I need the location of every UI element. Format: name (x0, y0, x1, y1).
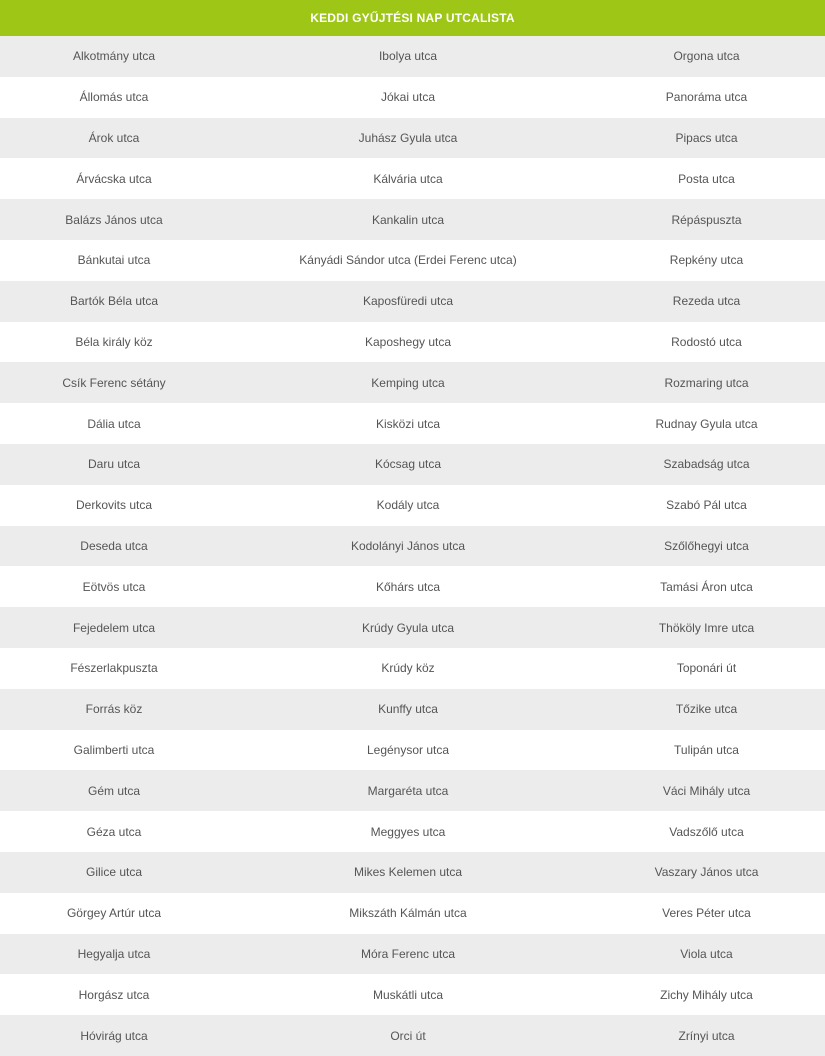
table-row (0, 934, 825, 975)
table-row (0, 566, 825, 607)
street-name-cell: Rodostó utca (671, 334, 742, 349)
street-name-cell: Mikes Kelemen utca (353, 865, 463, 880)
table-row (0, 811, 825, 852)
street-name-cell: Zichy Mihály utca (660, 987, 753, 1002)
street-name-cell: Tőzike utca (675, 702, 738, 717)
street-name-cell: Krúdy Gyula utca (361, 620, 455, 635)
street-name-cell: Muskátli utca (372, 987, 444, 1002)
table-row (0, 974, 825, 1015)
street-name-cell: Thököly Imre utca (658, 620, 755, 635)
street-name-cell: Jókai utca (380, 90, 436, 105)
table-row (0, 118, 825, 159)
table-row (0, 199, 825, 240)
street-name-cell: Balázs János utca (65, 212, 163, 227)
table-row (0, 485, 825, 526)
table-row (0, 240, 825, 281)
street-name-cell: Vaszary János utca (654, 865, 759, 880)
street-name-cell: Kaposhegy utca (364, 334, 452, 349)
street-name-cell: Bartók Béla utca (69, 294, 159, 309)
street-name-cell: Panoráma utca (665, 90, 748, 105)
street-name-cell: Viola utca (680, 946, 733, 961)
street-name-cell: Krúdy köz (381, 661, 435, 676)
street-name-cell: Szőlőhegyi utca (664, 538, 749, 553)
street-name-cell: Orgona utca (673, 49, 740, 64)
table-row (0, 730, 825, 771)
street-name-cell: Állomás utca (79, 90, 149, 105)
street-name-cell: Margaréta utca (367, 783, 449, 798)
street-name-cell: Vadszőlő utca (669, 824, 744, 839)
street-name-cell: Répáspuszta (671, 212, 742, 227)
street-name-cell: Kaposfüredi utca (362, 294, 454, 309)
street-name-cell: Fészerlakpuszta (70, 661, 158, 676)
street-name-cell: Hóvirág utca (80, 1028, 148, 1043)
street-name-cell: Fejedelem utca (72, 620, 156, 635)
table-row (0, 36, 825, 77)
street-name-cell: Kankalin utca (371, 212, 445, 227)
street-name-cell: Daru utca (87, 457, 141, 472)
street-name-cell: Kunffy utca (378, 702, 438, 717)
table-row (0, 852, 825, 893)
table-title: KEDDI GYŰJTÉSI NAP UTCALISTA (310, 11, 515, 25)
table-body (0, 36, 825, 1056)
street-name-cell: Hegyalja utca (77, 946, 151, 961)
street-name-cell: Kisközi utca (375, 416, 441, 431)
table-row (0, 403, 825, 444)
table-row (0, 607, 825, 648)
street-name-cell: Repkény utca (669, 253, 744, 268)
table-row (0, 281, 825, 322)
street-name-cell: Kálvária utca (373, 171, 443, 186)
street-name-cell: Forrás köz (85, 702, 143, 717)
street-name-cell: Kányádi Sándor utca (Erdei Ferenc utca) (299, 253, 517, 268)
street-name-cell: Görgey Artúr utca (66, 906, 162, 921)
street-name-cell: Tulipán utca (674, 742, 739, 757)
street-name-cell: Árok utca (88, 130, 140, 145)
table-row (0, 322, 825, 363)
table-row (0, 444, 825, 485)
street-name-cell: Orci út (390, 1028, 426, 1043)
street-name-cell: Rudnay Gyula utca (655, 416, 758, 431)
street-name-cell: Árvácska utca (76, 171, 152, 186)
street-name-cell: Ibolya utca (378, 49, 438, 64)
street-name-cell: Eötvös utca (82, 579, 146, 594)
street-name-cell: Pipacs utca (675, 130, 738, 145)
street-name-cell: Gilice utca (85, 865, 143, 880)
street-name-cell: Gém utca (87, 783, 141, 798)
table-row (0, 526, 825, 567)
street-name-cell: Juhász Gyula utca (358, 130, 458, 145)
street-name-cell: Alkotmány utca (72, 49, 156, 64)
table-row (0, 893, 825, 934)
street-name-cell: Béla király köz (75, 334, 153, 349)
street-name-cell: Veres Péter utca (662, 906, 751, 921)
street-name-cell: Derkovits utca (75, 498, 153, 513)
table-row (0, 689, 825, 730)
street-name-cell: Mikszáth Kálmán utca (349, 906, 467, 921)
table-row (0, 770, 825, 811)
street-name-cell: Kodolányi János utca (350, 538, 466, 553)
street-name-cell: Szabadság utca (663, 457, 750, 472)
street-name-cell: Meggyes utca (370, 824, 446, 839)
table-row (0, 362, 825, 403)
street-name-cell: Bánkutai utca (77, 253, 151, 268)
street-name-cell: Kemping utca (371, 375, 445, 390)
table-row (0, 1015, 825, 1056)
table-header (0, 0, 825, 36)
street-name-cell: Váci Mihály utca (662, 783, 751, 798)
street-name-cell: Horgász utca (78, 987, 150, 1002)
street-name-cell: Galimberti utca (73, 742, 155, 757)
street-name-cell: Dália utca (87, 416, 141, 431)
street-name-cell: Posta utca (678, 171, 735, 186)
street-name-cell: Legénysor utca (366, 742, 450, 757)
street-name-cell: Géza utca (86, 824, 142, 839)
street-name-cell: Kócsag utca (374, 457, 442, 472)
street-name-cell: Rezeda utca (672, 294, 741, 309)
table-row (0, 77, 825, 118)
street-name-cell: Kodály utca (376, 498, 440, 513)
street-name-cell: Toponári út (676, 661, 737, 676)
street-name-cell: Móra Ferenc utca (360, 946, 456, 961)
street-name-cell: Deseda utca (80, 538, 148, 553)
street-name-cell: Tamási Áron utca (660, 579, 753, 594)
street-name-cell: Csík Ferenc sétány (62, 375, 166, 390)
street-name-cell: Rozmaring utca (664, 375, 749, 390)
street-name-cell: Zrínyi utca (678, 1028, 735, 1043)
table-row (0, 648, 825, 689)
table-row (0, 158, 825, 199)
street-name-cell: Kőhárs utca (375, 579, 441, 594)
street-name-cell: Szabó Pál utca (666, 498, 747, 513)
